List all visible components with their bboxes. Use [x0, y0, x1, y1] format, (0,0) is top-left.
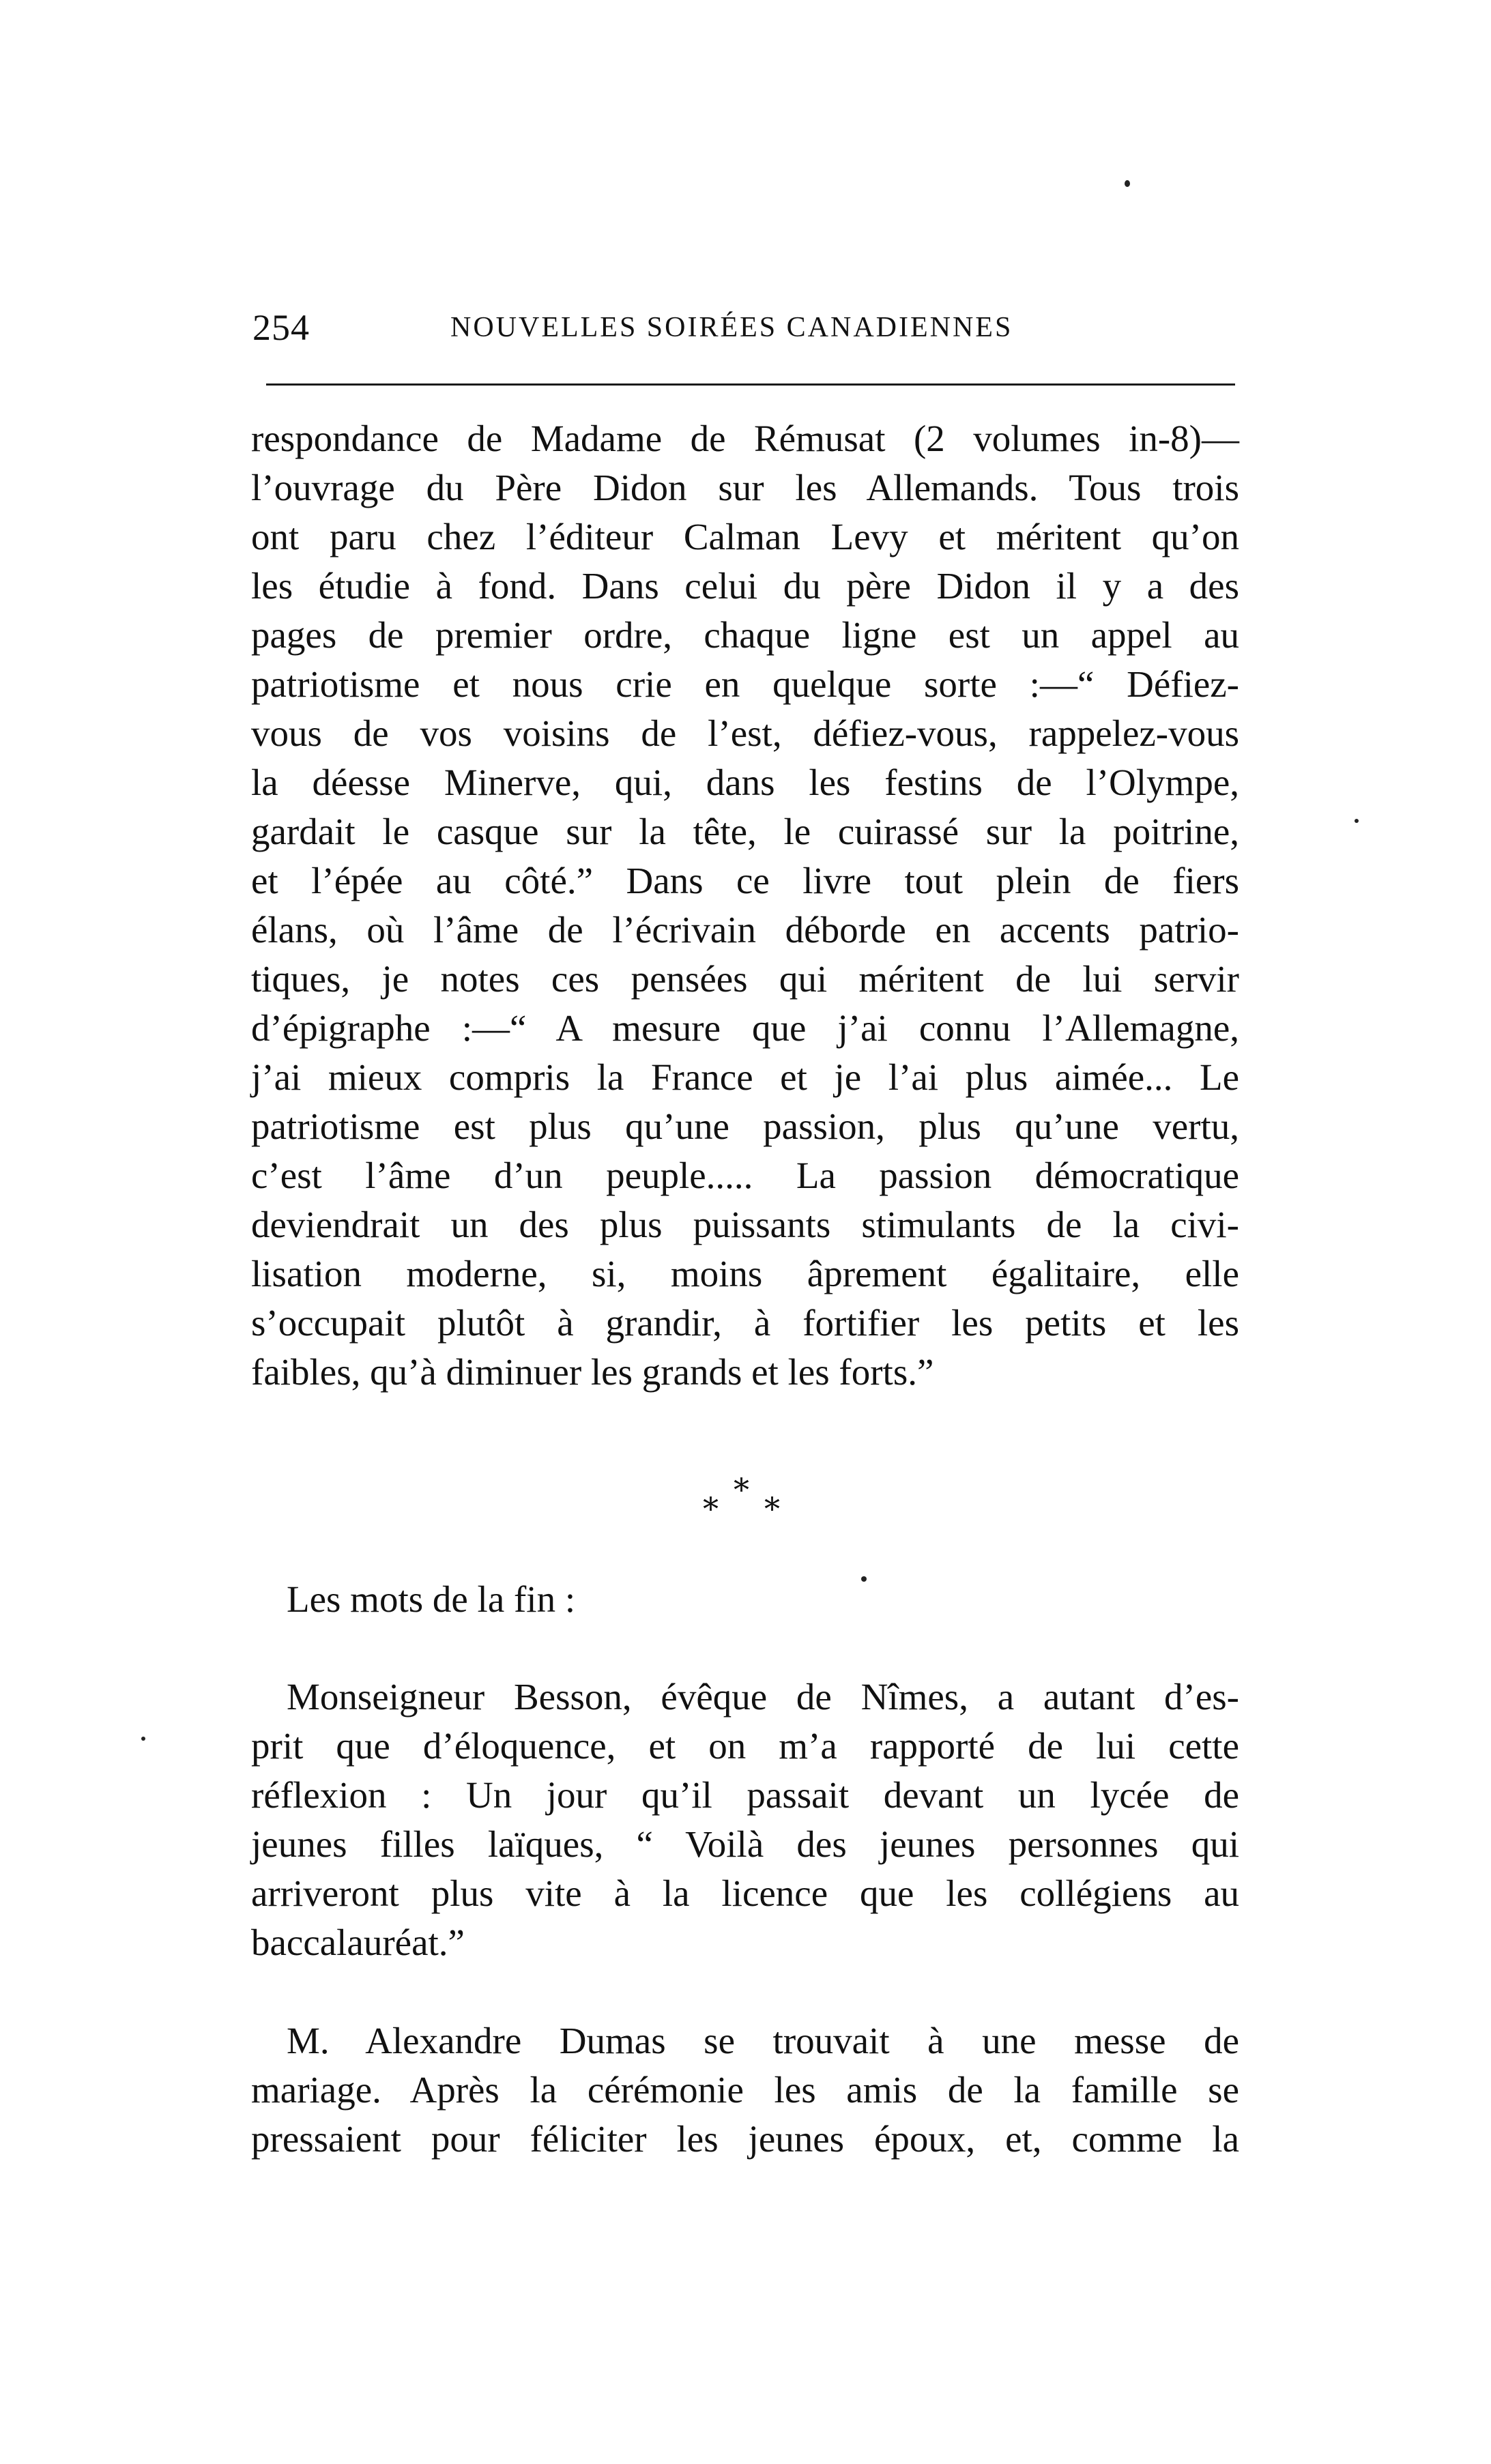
text-line: vous de vos voisins de l’est, défiez-vous, rappelez-vous	[251, 712, 1239, 754]
ink-speck	[1125, 180, 1130, 187]
text-line: s’occupait plutôt à grandir, à fortifier les petits et les	[251, 1302, 1239, 1344]
text-line: baccalauréat.”	[251, 1922, 465, 1963]
text-line: gardait le casque sur la tête, le cuirassé sur la poitrine,	[251, 811, 1239, 852]
text-line: M. Alexandre Dumas se trouvait à une messe de	[287, 2020, 1239, 2061]
text-line: l’ouvrage du Père Didon sur les Allemands. Tous trois	[251, 467, 1239, 508]
page-number: 254	[252, 307, 310, 348]
page-header	[252, 300, 1239, 355]
text-line: d’épigraphe :—“ A mesure que j’ai connu l’Allemagne,	[251, 1007, 1239, 1049]
asterisk-glyph: *	[734, 1471, 749, 1508]
text-line: deviendrait un des plus puissants stimulants de la civi-	[251, 1204, 1239, 1245]
text-line: patriotisme et nous crie en quelque sorte :—“ Défiez-	[251, 663, 1239, 705]
paragraph-dumas	[251, 2016, 1239, 2164]
text-line: ont paru chez l’éditeur Calman Levy et méritent qu’on	[251, 516, 1239, 557]
text-line: la déesse Minerve, qui, dans les festins de l’Olympe,	[251, 762, 1239, 803]
header-rule	[266, 383, 1235, 386]
paragraph-didon	[251, 414, 1239, 1397]
running-title: NOUVELLES SOIRÉES CANADIENNES	[450, 312, 1013, 343]
text-line: Les mots de la fin :	[287, 1578, 576, 1620]
text-line: prit que d’éloquence, et on m’a rapporté de lui cette	[251, 1725, 1239, 1767]
asterisk-glyph: *	[703, 1490, 719, 1527]
text-line: arriveront plus vite à la licence que les collégiens au	[251, 1872, 1239, 1914]
text-line: réflexion : Un jour qu’il passait devant un lycée de	[251, 1774, 1239, 1816]
text-line: Monseigneur Besson, évêque de Nîmes, a autant d’es-	[287, 1676, 1239, 1717]
text-line: faibles, qu’à diminuer les grands et les forts.”	[251, 1351, 934, 1393]
asterisk-glyph: *	[764, 1490, 780, 1527]
text-line: les étudie à fond. Dans celui du père Didon il y a des	[251, 565, 1239, 607]
text-line: et l’épée au côté.” Dans ce livre tout plein de fiers	[251, 860, 1239, 901]
text-line: j’ai mieux compris la France et je l’ai plus aimée... Le	[251, 1056, 1239, 1098]
section-separator-asterism	[696, 1467, 805, 1528]
text-line: respondance de Madame de Rémusat (2 volumes in-8)—	[251, 418, 1239, 459]
paragraph-mots-de-la-fin	[287, 1575, 1239, 1624]
text-line: tiques, je notes ces pensées qui méritent de lui servir	[251, 958, 1239, 1000]
text-line: pressaient pour féliciter les jeunes époux, et, comme la	[251, 2118, 1239, 2160]
text-line: lisation moderne, si, moins âprement égalitaire, elle	[251, 1253, 1239, 1294]
text-line: jeunes filles laïques, “ Voilà des jeunes personnes qui	[251, 1823, 1239, 1865]
text-line: pages de premier ordre, chaque ligne est un appel au	[251, 614, 1239, 656]
ink-speck	[1355, 819, 1359, 823]
text-line: mariage. Après la cérémonie les amis de la famille se	[251, 2069, 1239, 2111]
ink-speck	[141, 1737, 145, 1741]
text-line: élans, où l’âme de l’écrivain déborde en accents patrio-	[251, 909, 1239, 951]
text-line: patriotisme est plus qu’une passion, plus qu’une vertu,	[251, 1105, 1239, 1147]
paragraph-besson	[251, 1672, 1239, 1967]
text-line: c’est l’âme d’un peuple..... La passion démocratique	[251, 1155, 1239, 1196]
